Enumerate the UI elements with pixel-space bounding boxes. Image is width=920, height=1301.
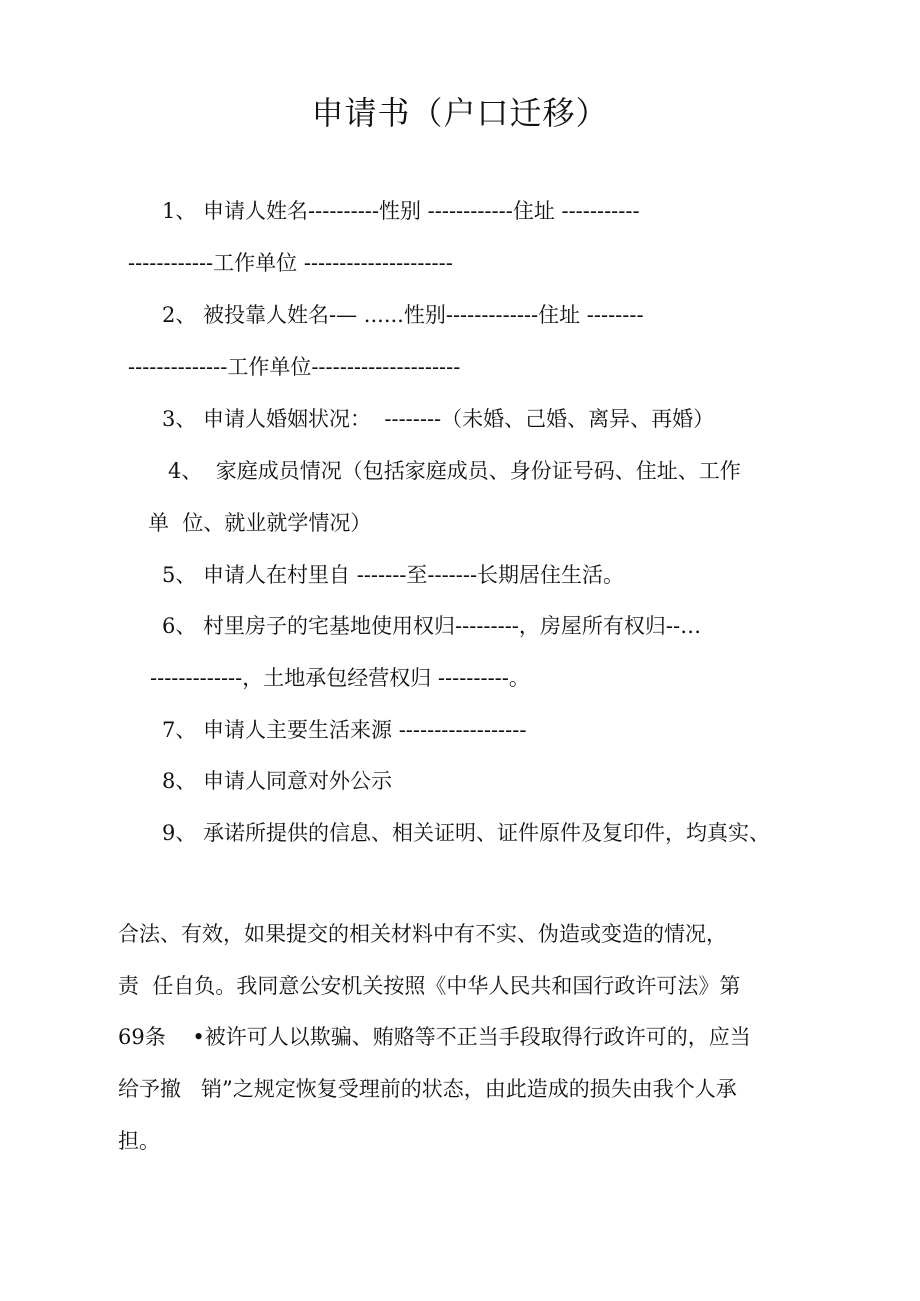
page-title: 申请书（户口迁移）: [311, 94, 609, 132]
item-4-continuation: 单 位、就业就学情况）: [148, 511, 372, 535]
item-6-continuation: -------------，土地承包经营权归 ----------。: [150, 666, 530, 690]
commitment-line-4: 给予撤 销”之规定恢复受理前的状态，由此造成的损失由我个人承: [118, 1077, 737, 1101]
item-3-marital-status: 3、 申请人婚姻状况： --------（未婚、己婚、离异、再婚）: [162, 407, 715, 431]
commitment-line-2: 责 任自负。我同意公安机关按照《中华人民共和国行政许可法》第: [118, 974, 741, 998]
commitment-line-3: 69条 •被许可人以欺骗、贿赂等不正当手段取得行政许可的，应当: [118, 1025, 751, 1049]
item-6-property-rights: 6、 村里房子的宅基地使用权归---------，房屋所有权归--…: [162, 614, 702, 638]
item-9-commitment: 9、 承诺所提供的信息、相关证明、证件原件及复印件，均真实、: [162, 821, 771, 845]
item-2-continuation: --------------工作单位---------------------: [128, 355, 461, 379]
item-1-continuation: ------------工作单位 ---------------------: [128, 251, 453, 275]
item-1-applicant-info: 1、 申请人姓名----------性别 ------------住址 -----------: [162, 199, 640, 223]
commitment-line-5: 担。: [118, 1129, 160, 1153]
item-8-public-notice: 8、 申请人同意对外公示: [162, 769, 393, 793]
item-5-residence: 5、 申请人在村里自 -------至-------长期居住生活。: [162, 563, 625, 587]
item-2-sponsor-info: 2、 被投靠人姓名-— ......性别-------------住址 --------: [162, 303, 644, 327]
commitment-line-1: 合法、有效，如果提交的相关材料中有不实、伪造或变造的情况，: [118, 922, 727, 946]
item-4-family-members: 4、 家庭成员情况（包括家庭成员、身份证号码、住址、工作: [168, 459, 741, 483]
item-7-income-source: 7、 申请人主要生活来源 ------------------: [162, 718, 527, 742]
